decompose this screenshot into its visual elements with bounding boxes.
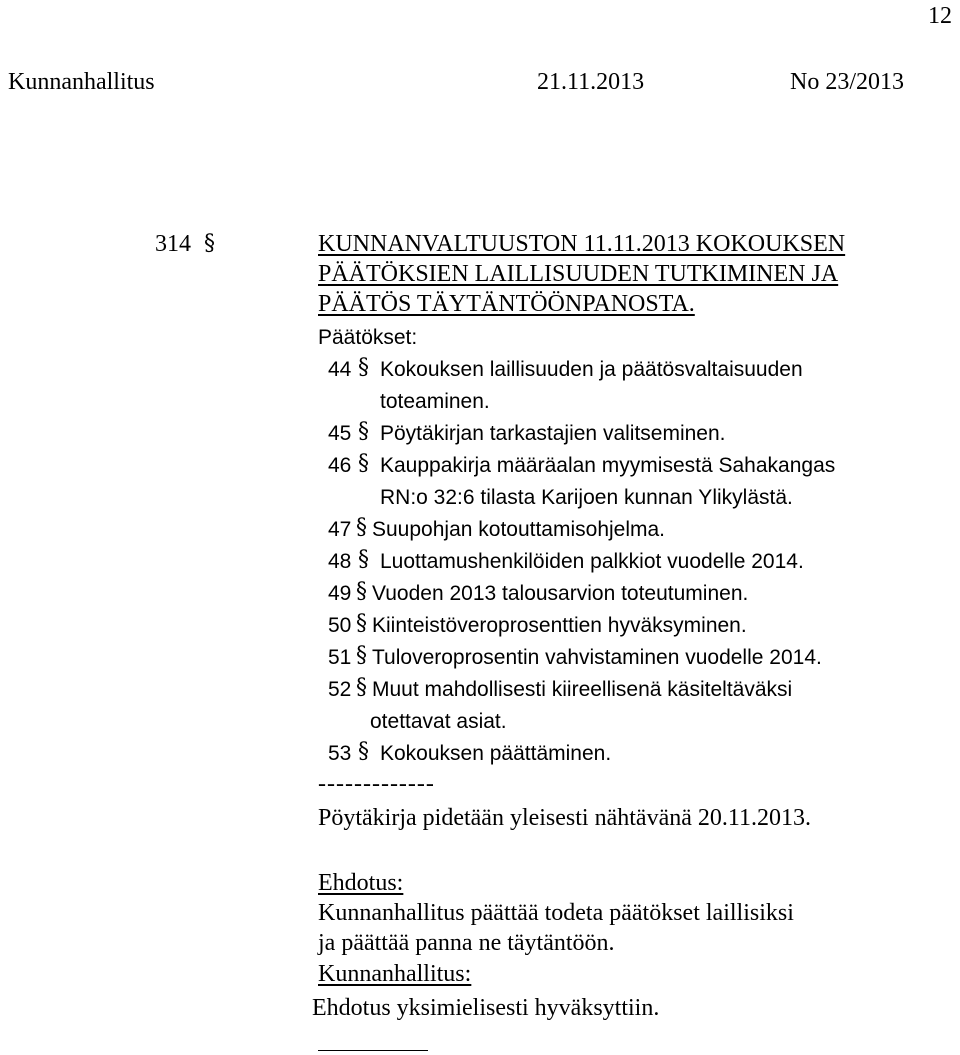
section-sign: § [356, 675, 367, 700]
display-note: Pöytäkirja pidetään yleisesti nähtävänä 20.11.2013. [318, 805, 811, 831]
decision-text: Kiinteistöveroprosenttien hyväksyminen. [372, 614, 747, 637]
section-sign: § [356, 643, 367, 668]
separator-dashes: ------------- [318, 771, 435, 797]
decision-number: 53 [328, 742, 352, 765]
section-sign: § [204, 231, 215, 256]
decision-number: 48 [328, 550, 352, 573]
section-sign: § [358, 739, 369, 764]
decision-number: 45 [328, 422, 352, 445]
decision-number: 44 [328, 358, 352, 381]
section-sign: § [356, 515, 367, 540]
decision-text: Pöytäkirjan tarkastajien valitseminen. [380, 422, 726, 445]
decision-text: Kokouksen päättäminen. [380, 742, 612, 765]
section-title-line-1: KUNNANVALTUUSTON 11.11.2013 KOKOUKSEN [318, 231, 846, 257]
section-sign: § [356, 611, 367, 636]
section-sign: § [358, 419, 369, 444]
decision-number: 51 [328, 646, 352, 669]
section-title-line-2: PÄÄTÖKSIEN LAILLISUUDEN TUTKIMINEN JA [318, 261, 839, 287]
decision-text: Vuoden 2013 talousarvion toteutuminen. [372, 582, 749, 605]
section-sign: § [358, 355, 369, 380]
section-sign: § [356, 579, 367, 604]
section-sign: § [358, 451, 369, 476]
header-number: No 23/2013 [790, 69, 904, 95]
section-number: 314 [155, 231, 191, 257]
decision-text: Tuloveroprosentin vahvistaminen vuodelle 2014. [372, 646, 822, 669]
decision-number: 50 [328, 614, 352, 637]
decision-text-cont: otettavat asiat. [370, 710, 507, 733]
section-title-line-3: PÄÄTÖS TÄYTÄNTÖÖNPANOSTA. [318, 291, 695, 317]
proposal-line-2: ja päättää panna ne täytäntöön. [318, 930, 615, 956]
decision-text: Luottamushenkilöiden palkkiot vuodelle 2014. [380, 550, 804, 573]
decision-text-cont: toteaminen. [380, 390, 490, 413]
decision-text: Suupohjan kotouttamisohjelma. [372, 518, 666, 541]
resolution-heading: Kunnanhallitus: [318, 961, 472, 987]
section-sign: § [358, 547, 369, 572]
decision-number: 49 [328, 582, 352, 605]
header-date: 21.11.2013 [537, 69, 645, 95]
decision-text: Kokouksen laillisuuden ja päätösvaltaisuuden [380, 358, 803, 381]
page-number: 12 [928, 3, 952, 29]
resolution-text: Ehdotus yksimielisesti hyväksyttiin. [312, 995, 660, 1021]
decision-text: Muut mahdollisesti kiireellisenä käsiteltäväksi [372, 678, 793, 701]
decision-number: 46 [328, 454, 352, 477]
header-body-name: Kunnanhallitus [8, 69, 155, 95]
decision-text-cont: RN:o 32:6 tilasta Karijoen kunnan Ylikylästä. [380, 486, 793, 509]
proposal-heading: Ehdotus: [318, 870, 404, 896]
proposal-line-1: Kunnanhallitus päättää todeta päätökset laillisiksi [318, 900, 794, 926]
closing-rule [318, 1050, 428, 1051]
decisions-heading: Päätökset: [318, 326, 418, 349]
decision-number: 52 [328, 678, 352, 701]
decision-text: Kauppakirja määräalan myymisestä Sahakangas [380, 454, 836, 477]
decision-number: 47 [328, 518, 352, 541]
